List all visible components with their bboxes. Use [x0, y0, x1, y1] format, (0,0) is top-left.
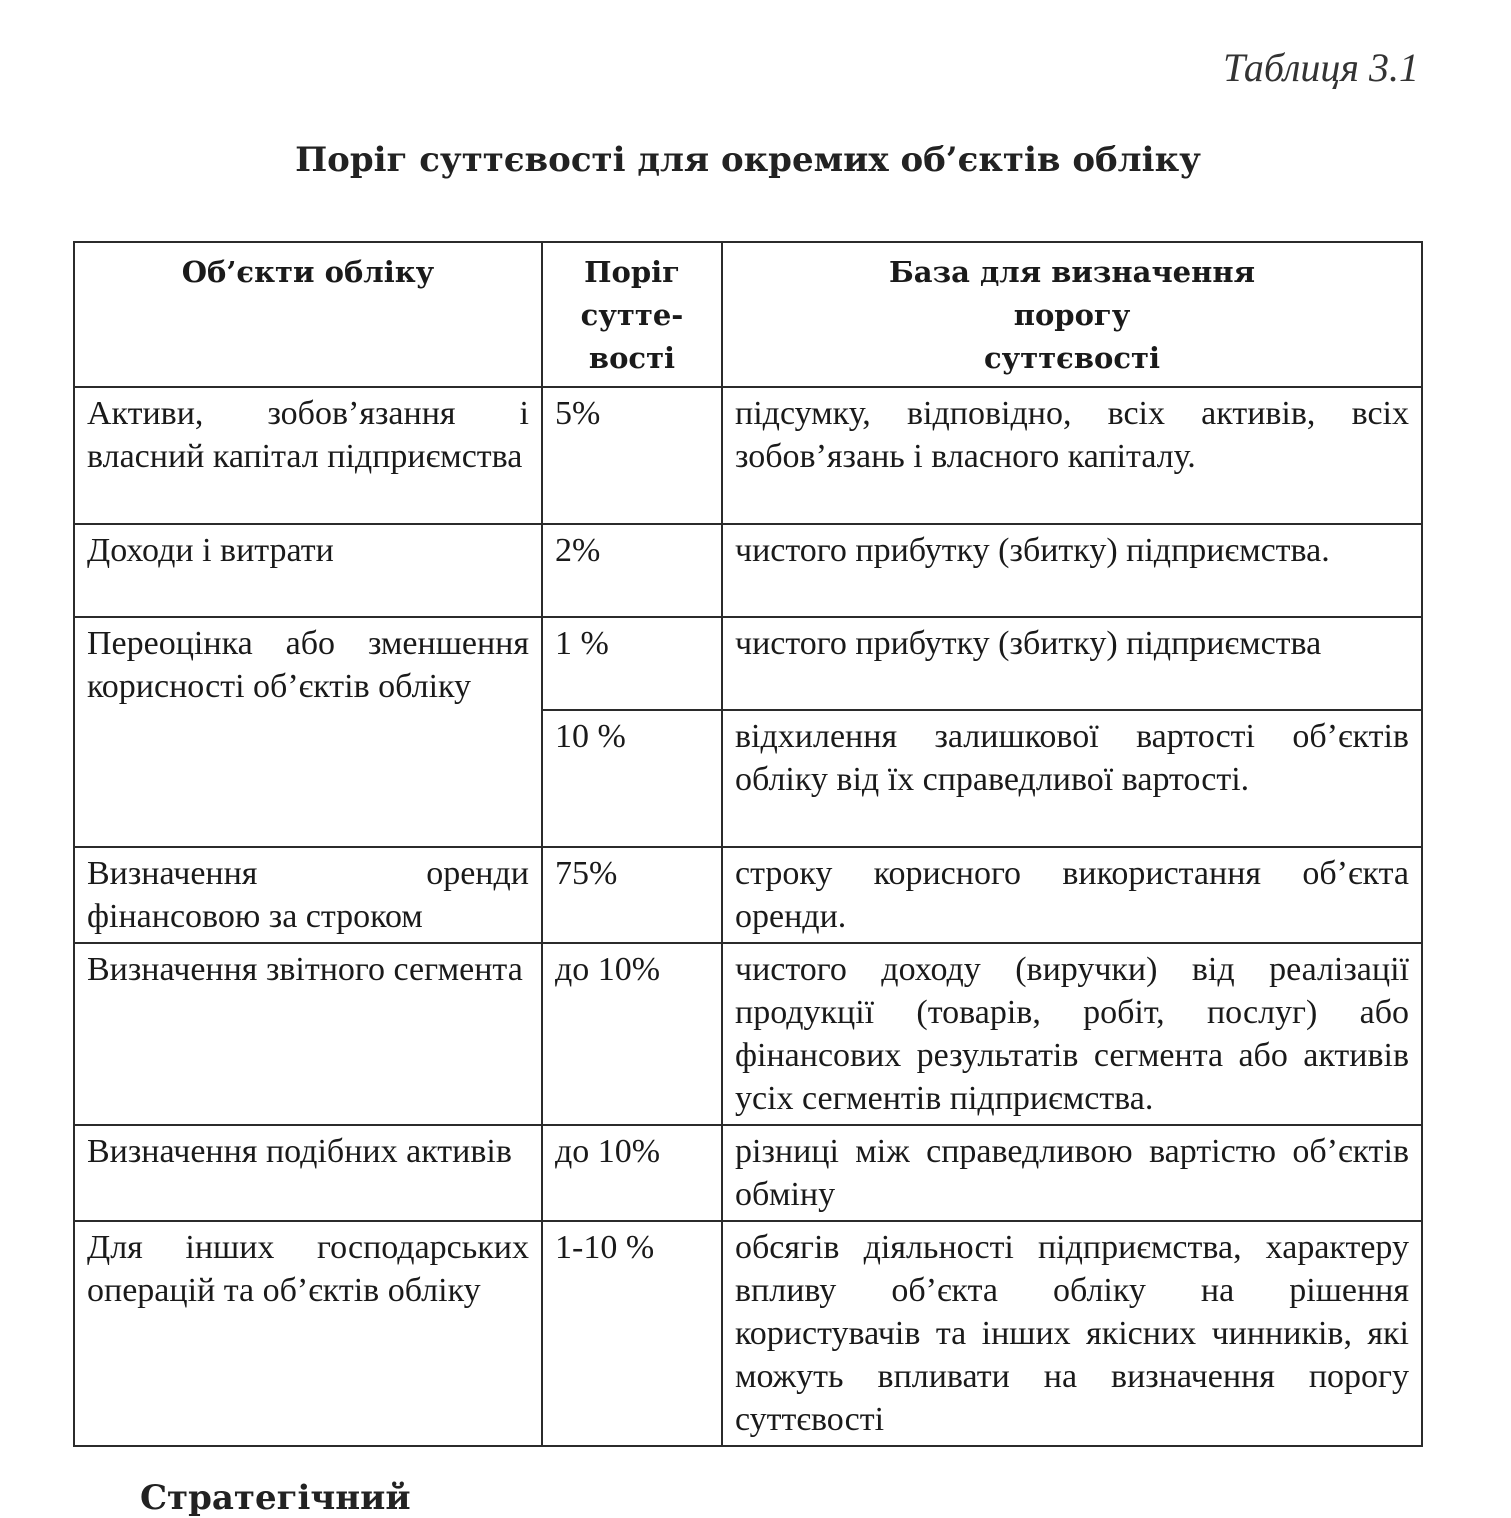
object-cell: Переоцінка або зменшення корисності об’єктів обліку: [74, 617, 542, 847]
base-cell: різниці між справедливою вартістю об’єктів обміну: [722, 1125, 1422, 1221]
table-row: [74, 617, 1422, 710]
base-cell: чистого прибутку (збитку) підприємства: [722, 617, 1422, 710]
base-cell: відхилення залишкової вартості об’єктів обліку від їх справедливої вартості.: [722, 710, 1422, 847]
threshold-cell: до 10%: [542, 1125, 722, 1221]
header-threshold-line: вості: [588, 341, 676, 375]
table-row: [74, 1221, 1422, 1446]
header-base-line: порогу: [1013, 298, 1131, 332]
base-cell: чистого прибутку (збитку) підприємства.: [722, 524, 1422, 617]
base-cell: чистого доходу (виручки) від реалізації продукції (товарів, робіт, послуг) або фінансових результатів сегмента або активів усіх сегментів підприємства.: [722, 943, 1422, 1125]
table-row: [74, 387, 1422, 524]
header-threshold-line: Поріг: [584, 255, 680, 289]
threshold-cell: 10 %: [542, 710, 722, 847]
threshold-cell: 1-10 %: [542, 1221, 722, 1446]
header-base-line: суттєвості: [984, 341, 1160, 375]
next-section-heading-fragment: Стратегічний: [140, 1478, 411, 1518]
object-cell: Для інших господарських операцій та об’єктів обліку: [74, 1221, 542, 1446]
table-row: [74, 943, 1422, 1125]
header-threshold: [542, 242, 722, 387]
object-cell: Доходи і витрати: [74, 524, 542, 617]
threshold-cell: 75%: [542, 847, 722, 943]
object-cell: Визначення звітного сегмента: [74, 943, 542, 1125]
base-cell: підсумку, відповідно, всіх активів, всіх зобов’язань і власного капіталу.: [722, 387, 1422, 524]
table-title: Поріг суттєвості для окремих об’єктів обліку: [295, 140, 1201, 180]
base-cell: строку корисного використання об’єкта оренди.: [722, 847, 1422, 943]
header-base-line: База для визначення: [889, 255, 1255, 289]
header-threshold-line: сутте-: [580, 298, 684, 332]
header-objects: Об’єкти обліку: [74, 242, 542, 387]
table-row: [74, 524, 1422, 617]
threshold-cell: 1 %: [542, 617, 722, 710]
table-header-row: [74, 242, 1422, 387]
threshold-cell: 2%: [542, 524, 722, 617]
header-base: [722, 242, 1422, 387]
base-cell: обсягів діяльності підприємства, характеру впливу об’єкта обліку на рішення користувачів та інших якісних чинників, які можуть впливати на визначення порогу суттєвості: [722, 1221, 1422, 1446]
table-row: [74, 1125, 1422, 1221]
table-row: [74, 847, 1422, 943]
object-cell: Визначення оренди фінансовою за строком: [74, 847, 542, 943]
materiality-threshold-table: [73, 241, 1423, 1447]
object-cell: Активи, зобов’язання і власний капітал підприємства: [74, 387, 542, 524]
object-cell: Визначення подібних активів: [74, 1125, 542, 1221]
threshold-cell: 5%: [542, 387, 722, 524]
table-number-label: Таблиця 3.1: [1223, 45, 1419, 90]
threshold-cell: до 10%: [542, 943, 722, 1125]
